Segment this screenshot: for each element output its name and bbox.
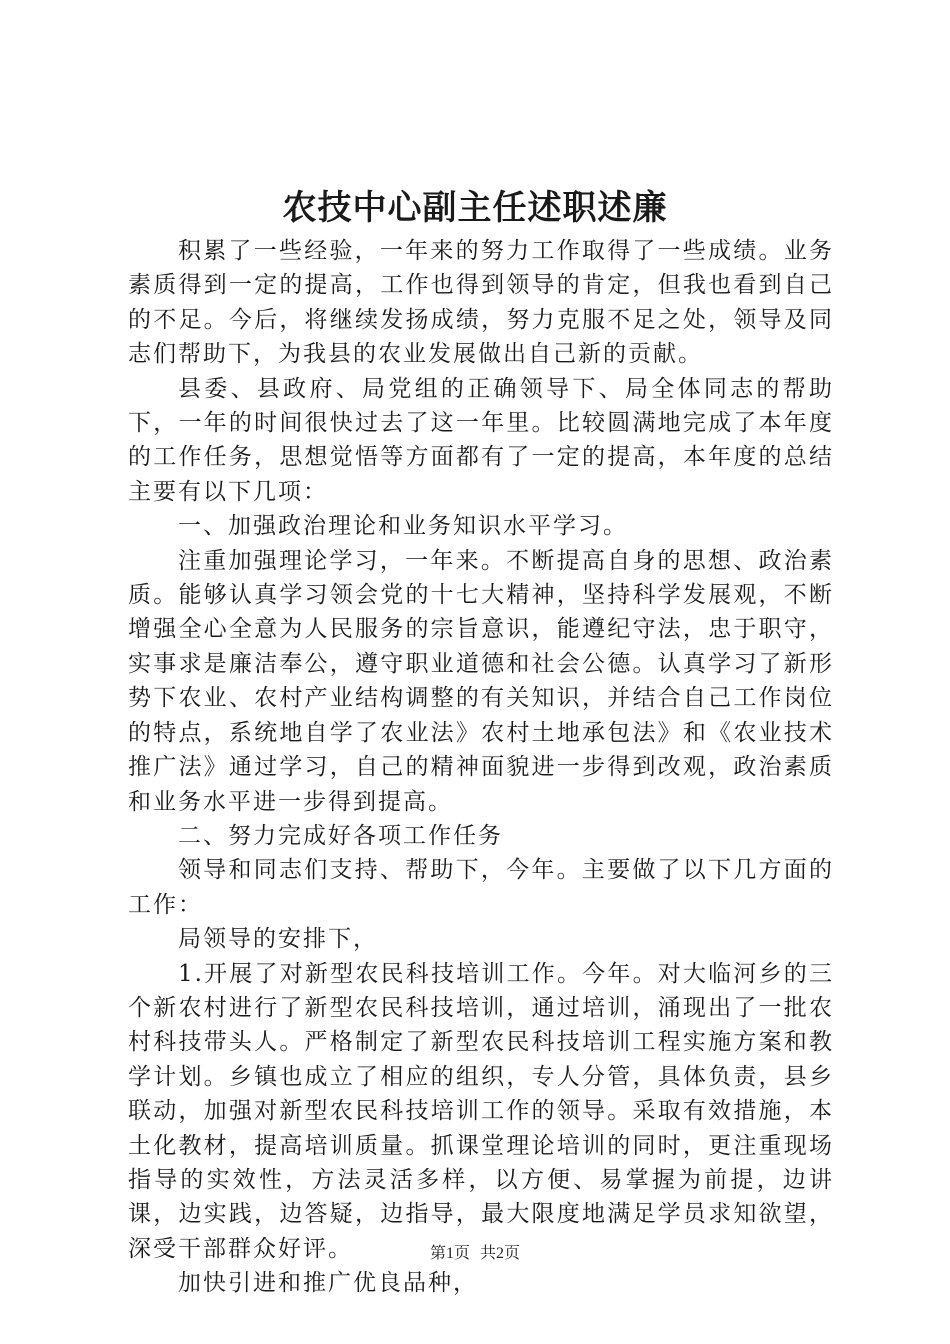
paragraph: 加快引进和推广优良品种， — [178, 1270, 478, 1297]
paragraph: 1.开展了对新型农民科技培训工作。今年。对大临河乡的三个新农村进行了新型农民科技培训，通过培训，涌现出了一批农村科技带头人。严格制定了新型农民科技培训工程实施方案和教学计划。乡镇也成立了相应的组织，专人分管，具体负责，县乡联动，加强对新型农民科技培训工作的领导。采取有效措施，本土化教材，提高培训质量。抓课堂理论培训的同时，更注重现场指导的实效性，方法灵活多样，以方便、易掌握为前提，边讲课，边实践，边答疑，边指导，最大限度地满足学员求知欲望，深受干部群众好评。 — [128, 960, 834, 1262]
page-footer — [0, 1243, 950, 1265]
paragraph: 局领导的安排下， — [178, 926, 378, 953]
document-body — [128, 234, 834, 1301]
section-heading: 一、加强政治理论和业务知识水平学习。 — [178, 513, 628, 540]
paragraph: 领导和同志们支持、帮助下，今年。主要做了以下几方面的工作： — [128, 857, 834, 918]
page-number: 第1页 — [429, 1245, 470, 1262]
paragraph: 积累了一些经验，一年来的努力工作取得了一些成绩。业务素质得到一定的提高，工作也得到领导的肯定，但我也看到自己的不足。今后，将继续发扬成绩，努力克服不足之处，领导及同志们帮助下，为我县的农业发展做出自己新的贡献。 — [128, 238, 834, 368]
section-heading: 二、努力完成好各项工作任务 — [178, 822, 503, 849]
paragraph: 注重加强理论学习，一年来。不断提高自身的思想、政治素质。能够认真学习领会党的十七大精神，坚持科学发展观，不断增强全心全意为人民服务的宗旨意识，能遵纪守法，忠于职守，实事求是廉洁奉公，遵守职业道德和社会公德。认真学习了新形势下农业、农村产业结构调整的有关知识，并结合自己工作岗位的特点，系统地自学了农业法》农村土地承包法》和《农业技术推广法》通过学习，自己的精神面貌进一步得到改观，政治素质和业务水平进一步得到提高。 — [128, 547, 834, 815]
document-title: 农技中心副主任述职述廉 — [282, 188, 668, 228]
page-total: 共2页 — [480, 1245, 521, 1262]
paragraph: 县委、县政府、局党组的正确领导下、局全体同志的帮助下，一年的时间很快过去了这一年里。比较圆满地完成了本年度的工作任务，思想觉悟等方面都有了一定的提高，本年度的总结主要有以下几项： — [128, 375, 834, 505]
